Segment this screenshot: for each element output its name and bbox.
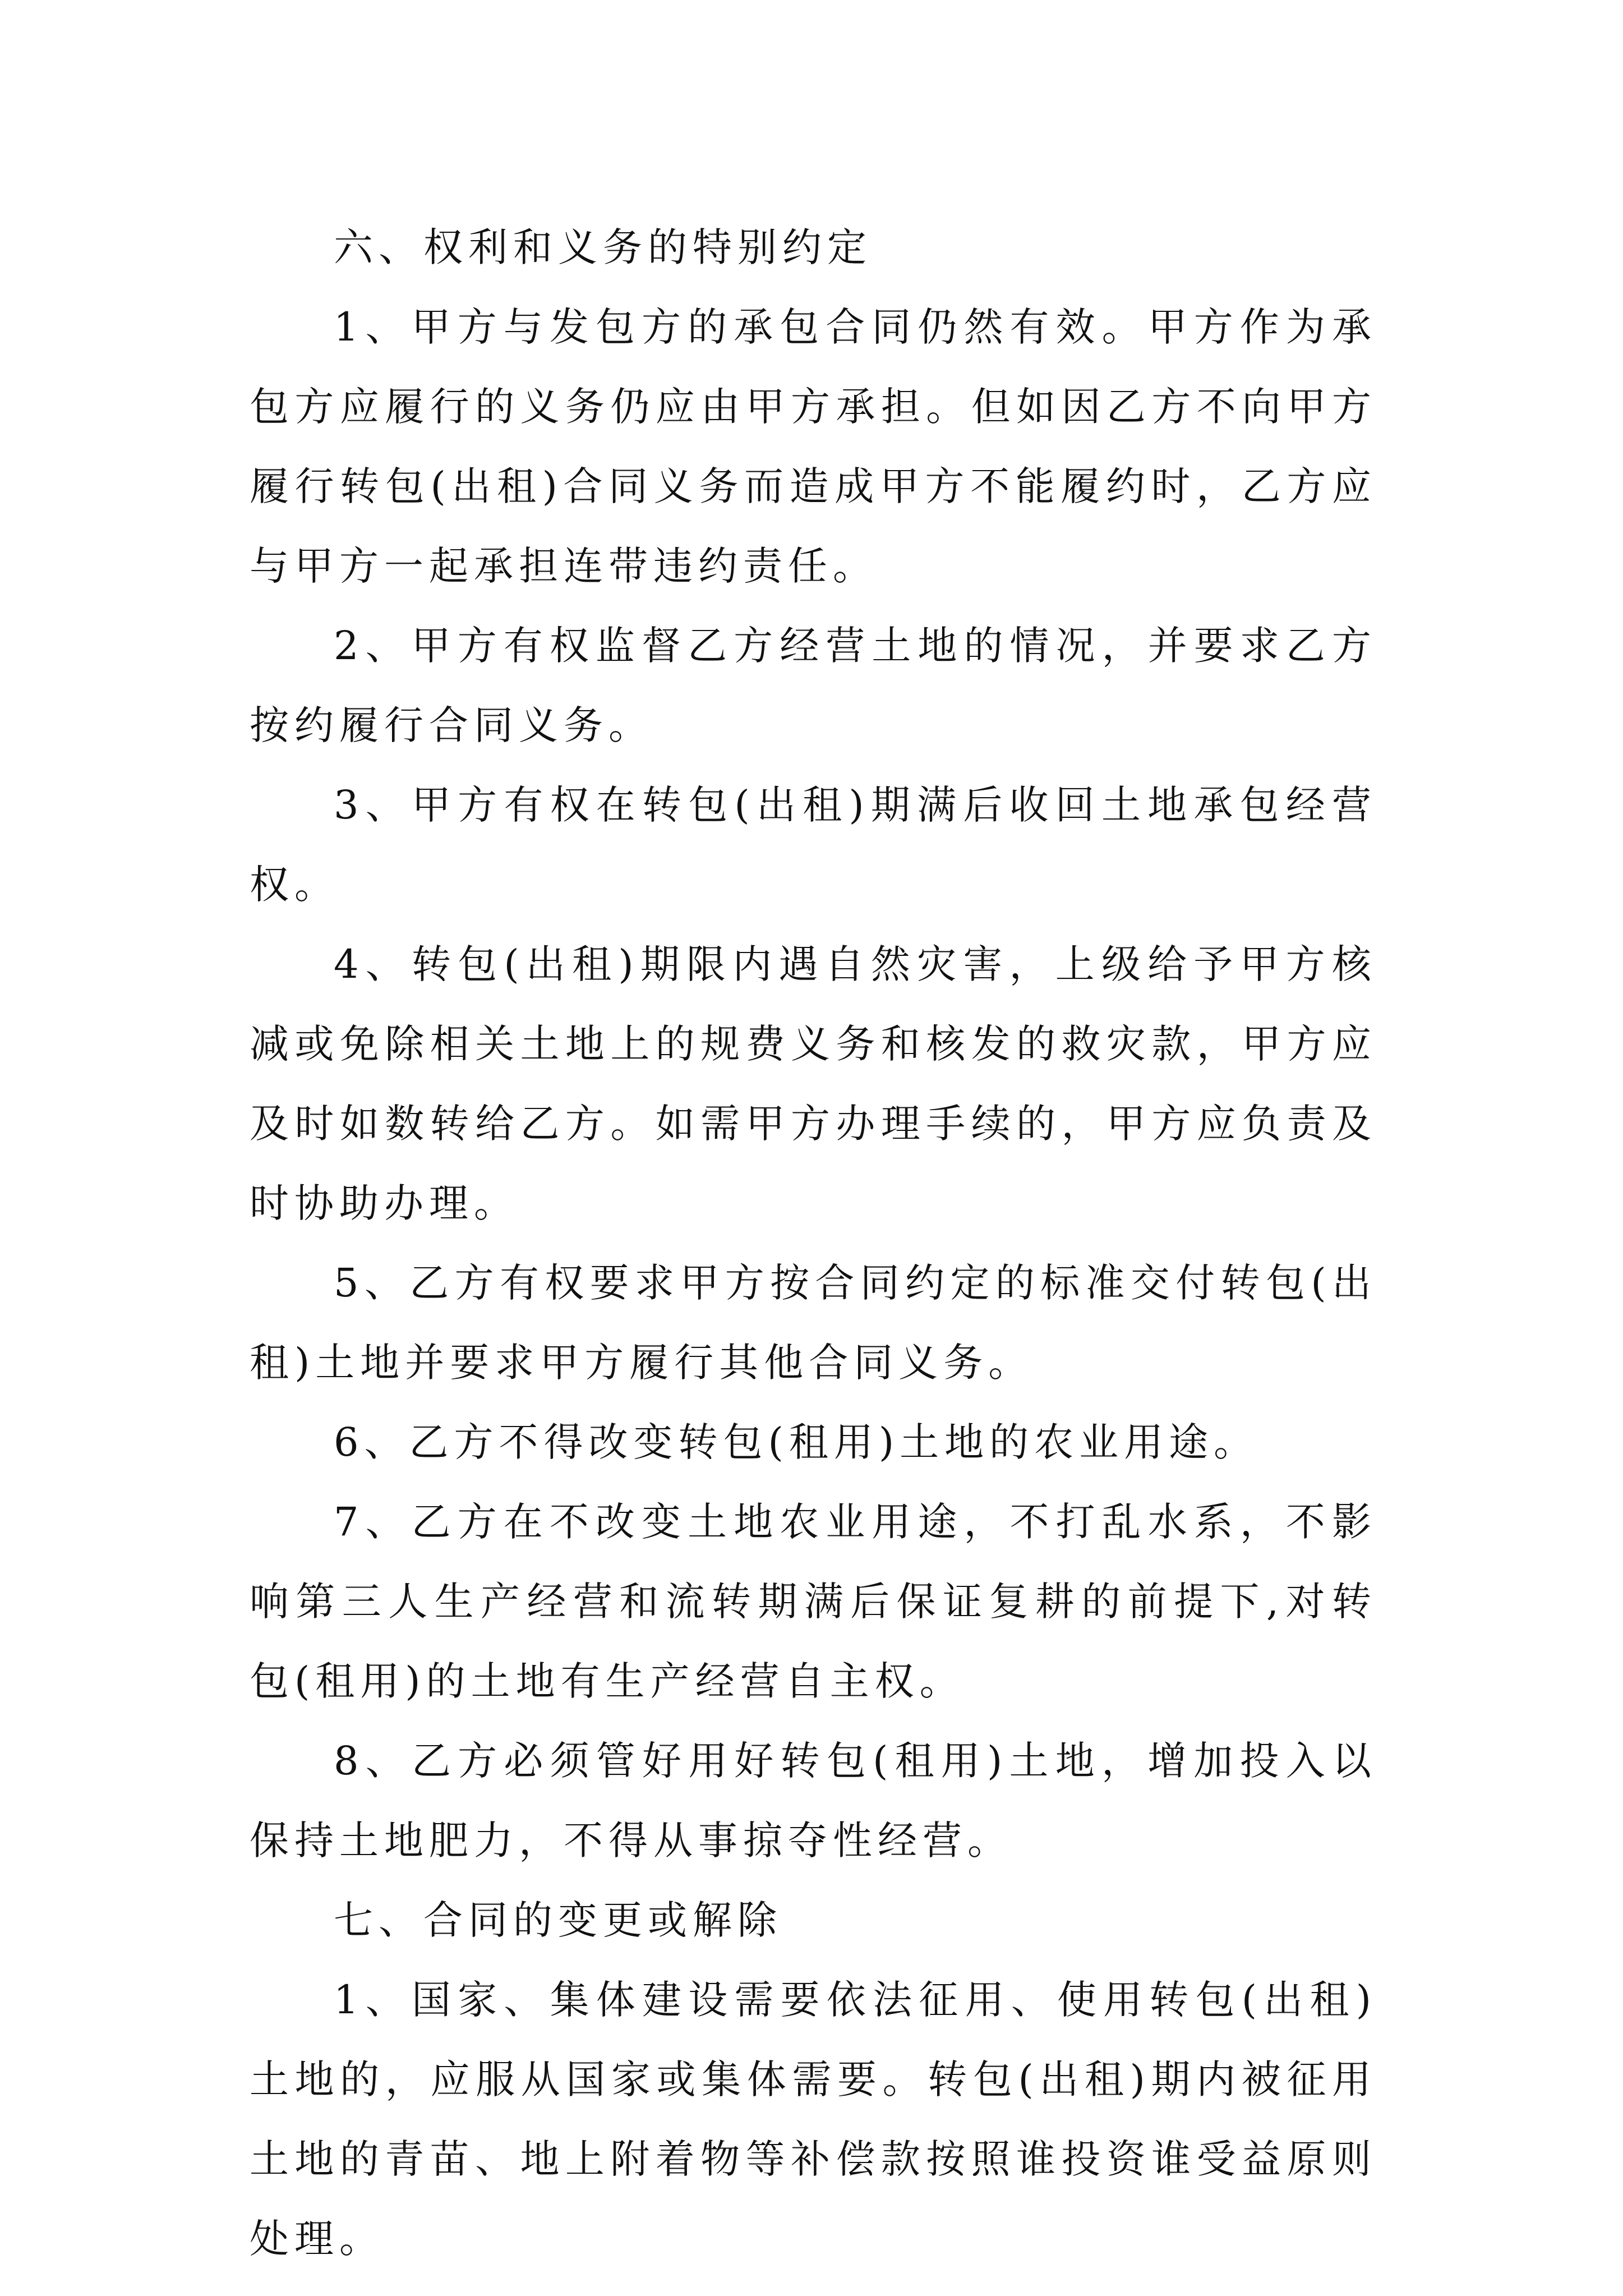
section-7-item-1: 1、国家、集体建设需要依法征用、使用转包(出租)土地的，应服从国家或集体需要。转包(出租)期内被征用土地的青苗、地上附着物等补偿款按照谁投资谁受益原则处理。 xyxy=(250,1977,1377,2262)
document-body xyxy=(250,208,1377,2279)
section-6-item-1: 1、甲方与发包方的承包合同仍然有效。甲方作为承包方应履行的义务仍应由甲方承担。但如因乙方不向甲方履行转包(出租)合同义务而造成甲方不能履约时，乙方应与甲方一起承担连带违约责任。 xyxy=(250,304,1377,589)
section-6-item-3: 3、甲方有权在转包(出租)期满后收回土地承包经营权。 xyxy=(250,782,1377,908)
section-6-item-5: 5、乙方有权要求甲方按合同约定的标准交付转包(出租)土地并要求甲方履行其他合同义务。 xyxy=(250,1260,1377,1386)
section-6-item-2: 2、甲方有权监督乙方经营土地的情况，并要求乙方按约履行合同义务。 xyxy=(250,623,1377,748)
section-6-heading: 六、权利和义务的特别约定 xyxy=(334,224,872,270)
section-6-item-4: 4、转包(出租)期限内遇自然灾害，上级给予甲方核减或免除相关土地上的规费义务和核发的救灾款，甲方应及时如数转给乙方。如需甲方办理手续的，甲方应负责及时协助办理。 xyxy=(250,941,1377,1226)
section-6-item-8: 8、乙方必须管好用好转包(租用)土地，增加投入以保持土地肥力，不得从事掠夺性经营。 xyxy=(250,1738,1377,1864)
section-7-heading: 七、合同的变更或解除 xyxy=(334,1897,782,1943)
section-6-item-6: 6、乙方不得改变转包(租用)土地的农业用途。 xyxy=(334,1419,1259,1465)
section-6-item-7: 7、乙方在不改变土地农业用途，不打乱水系，不影响第三人生产经营和流转期满后保证复耕的前提下,对转包(租用)的土地有生产经营自主权。 xyxy=(250,1499,1377,1704)
